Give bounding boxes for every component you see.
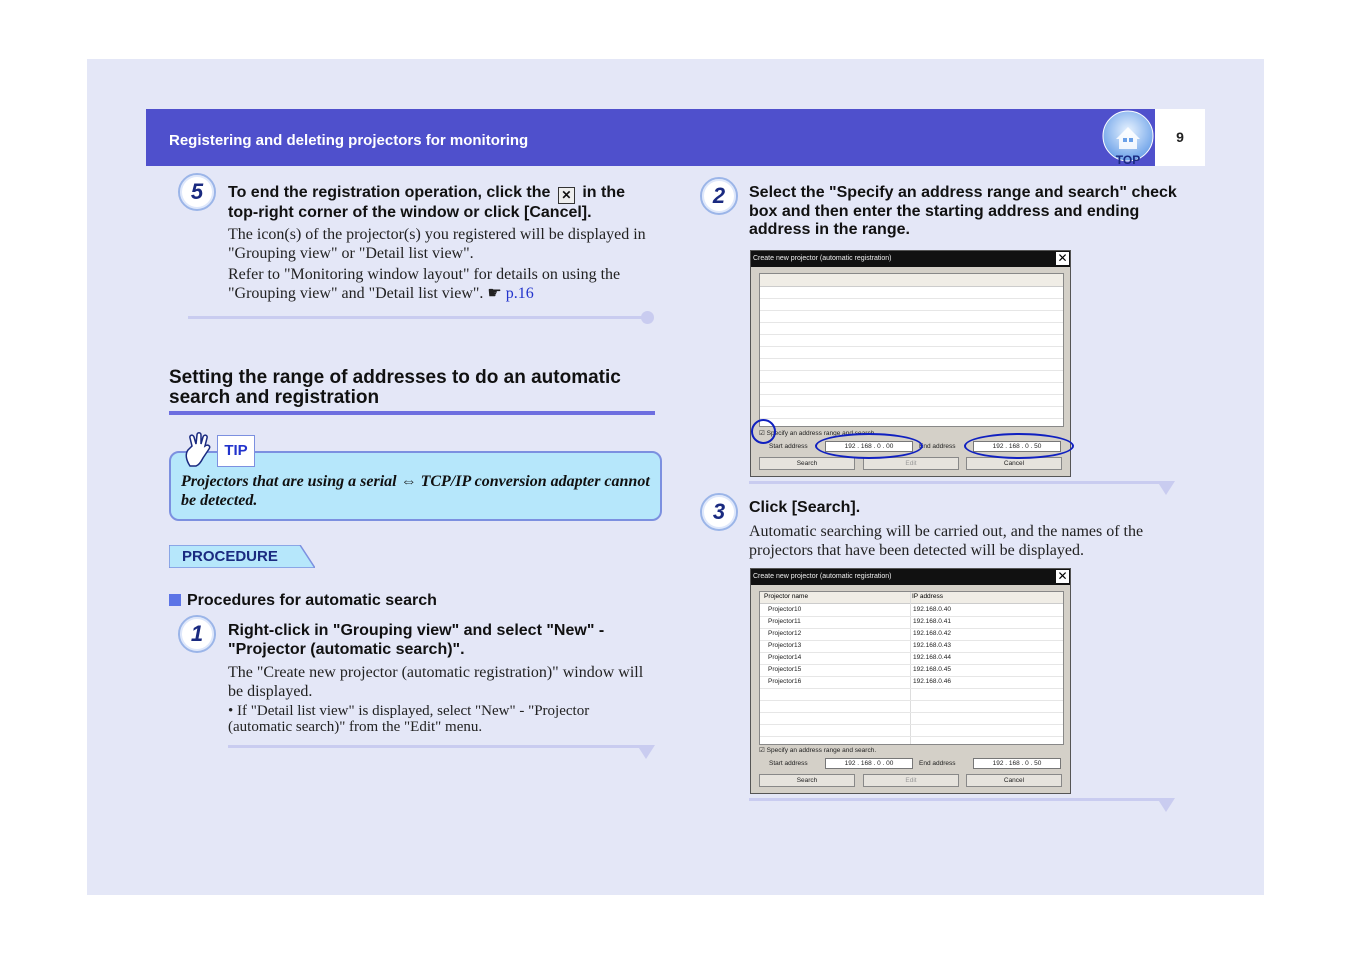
square-bullet-icon	[169, 594, 181, 606]
row-ip-address: 192.168.0.45	[913, 666, 951, 673]
end-address-label: End address	[919, 443, 956, 450]
address-range-checkbox[interactable]: ☑ Specify an address range and search.	[759, 430, 877, 437]
close-icon: ✕	[558, 187, 575, 204]
step-5-paragraph-1: The icon(s) of the projector(s) you registered will be displayed in "Grouping view" or "Detail list view".	[228, 226, 646, 262]
step-5-divider	[188, 316, 648, 319]
list-row	[760, 322, 1063, 335]
list-row	[760, 724, 1063, 737]
list-row	[760, 358, 1063, 371]
list-row	[760, 310, 1063, 323]
table-row[interactable]	[760, 640, 1063, 653]
tip-text: Projectors that are using a serial ⇔ TCP/IP conversion adapter cannot be detected.	[181, 473, 650, 509]
start-address-label: Start address	[769, 760, 808, 767]
start-address-field[interactable]: 192 . 168 . 0 . 00	[825, 758, 913, 769]
tip-label: TIP	[217, 435, 255, 467]
projector-list[interactable]	[759, 273, 1064, 427]
table-row[interactable]	[760, 604, 1063, 617]
address-range-checkbox-label: Specify an address range and search.	[766, 747, 877, 754]
column-header-name[interactable]: Projector name	[764, 593, 809, 600]
list-row	[760, 394, 1063, 407]
step-1-paragraph: The "Create new projector (automatic registration)" window will be displayed.	[228, 664, 644, 700]
step-1-bullet: • If "Detail list view" is displayed, select "New" - "Projector (automatic search)" from the "Edit" menu.	[228, 703, 590, 735]
step-5-title	[228, 184, 658, 223]
end-address-field[interactable]: 192 . 168 . 0 . 50	[973, 441, 1061, 452]
table-row[interactable]	[760, 652, 1063, 665]
dialog-create-projector-step3	[750, 568, 1071, 794]
step-3-badge: 3	[700, 493, 738, 531]
table-row[interactable]	[760, 628, 1063, 641]
edit-button[interactable]: Edit	[863, 774, 959, 787]
step-1-title: Right-click in "Grouping view" and select "New" - "Projector (automatic search)".	[228, 622, 605, 658]
divider-end-arrow	[637, 745, 655, 759]
row-projector-name: Projector11	[768, 618, 801, 625]
row-ip-address: 192.168.0.46	[913, 678, 951, 685]
search-button[interactable]: Search	[759, 457, 855, 470]
pointing-hand-icon: ☛	[487, 284, 502, 302]
row-projector-name: Projector12	[768, 630, 802, 637]
address-range-checkbox-label: Specify an address range and search.	[766, 430, 877, 437]
checkbox-highlight-circle	[751, 419, 776, 444]
page-number: 9	[1176, 129, 1184, 145]
step-3-divider	[749, 798, 1167, 801]
projector-list[interactable]	[759, 591, 1064, 745]
row-projector-name: Projector16	[768, 678, 802, 685]
step-2-title: Select the "Specify an address range and search" check box and then enter the starting address and ending address in the range.	[749, 184, 1177, 238]
row-ip-address: 192.168.0.40	[913, 606, 951, 613]
step-5-badge: 5	[178, 173, 216, 211]
step-5-title-part1: To end the registration operation, click the	[228, 184, 551, 201]
end-address-label: End address	[919, 760, 956, 767]
row-ip-address: 192.168.0.41	[913, 618, 951, 625]
procedure-label: PROCEDURE	[182, 548, 278, 565]
list-row	[760, 346, 1063, 359]
page-number-box	[1155, 109, 1205, 166]
start-address-highlight-ellipse	[815, 433, 923, 459]
step-1-badge: 1	[178, 615, 216, 653]
divider-end-dot	[641, 311, 654, 324]
cancel-button[interactable]: Cancel	[966, 457, 1062, 470]
list-row	[760, 712, 1063, 725]
step-5-title-part2: in the top-right corner of the window or click [Cancel].	[228, 184, 625, 221]
top-home-icon[interactable]	[1102, 109, 1154, 166]
top-icon-label: TOP	[1115, 153, 1141, 166]
cancel-button[interactable]: Cancel	[966, 774, 1062, 787]
table-row[interactable]	[760, 664, 1063, 677]
dialog-title: Create new projector (automatic registration)	[751, 251, 1070, 267]
list-row	[760, 298, 1063, 311]
divider-end-arrow	[1157, 481, 1175, 495]
procedure-tab	[169, 545, 315, 568]
dialog-title: Create new projector (automatic registration)	[751, 569, 1070, 585]
row-projector-name: Projector15	[768, 666, 802, 673]
row-ip-address: 192.168.0.43	[913, 642, 951, 649]
close-icon[interactable]: ✕	[1057, 251, 1068, 265]
close-icon[interactable]: ✕	[1057, 569, 1068, 583]
step-1-divider	[228, 745, 646, 748]
procedure-subheading-text: Procedures for automatic search	[187, 592, 437, 609]
address-range-checkbox[interactable]: ☑ Specify an address range and search.	[759, 747, 877, 754]
list-row	[760, 334, 1063, 347]
list-header	[760, 592, 1063, 604]
step-3-paragraph: Automatic searching will be carried out, and the names of the projectors that have been detected will be displayed.	[749, 523, 1144, 559]
page-header	[146, 109, 1155, 166]
list-row	[760, 382, 1063, 395]
section-heading: Setting the range of addresses to do an automatic search and registration	[169, 367, 621, 408]
table-row[interactable]	[760, 676, 1063, 689]
header-title: Registering and deleting projectors for monitoring	[169, 132, 529, 149]
table-row[interactable]	[760, 616, 1063, 629]
step-2-divider	[749, 481, 1167, 484]
divider-end-arrow	[1157, 798, 1175, 812]
start-address-label: Start address	[769, 443, 808, 450]
row-projector-name: Projector10	[768, 606, 802, 613]
row-ip-address: 192.168.0.44	[913, 654, 951, 661]
list-row	[760, 406, 1063, 419]
step-5-reference-text: Refer to "Monitoring window layout" for details on using the "Grouping view" and "Detail list view".	[228, 266, 621, 302]
list-row	[760, 370, 1063, 383]
list-row	[760, 700, 1063, 713]
step-3-title: Click [Search].	[749, 499, 861, 516]
step-2-badge: 2	[700, 177, 738, 215]
row-projector-name: Projector13	[768, 642, 802, 649]
page-16-link[interactable]: p.16	[505, 284, 534, 302]
procedure-subheading	[169, 592, 437, 610]
list-row	[760, 688, 1063, 701]
start-address-field[interactable]: 192 . 168 . 0 . 00	[825, 441, 913, 452]
edit-button[interactable]: Edit	[863, 457, 959, 470]
row-ip-address: 192.168.0.42	[913, 630, 951, 637]
end-address-highlight-ellipse	[964, 433, 1074, 459]
row-projector-name: Projector14	[768, 654, 802, 661]
tip-hand-icon	[182, 432, 214, 468]
search-button[interactable]: Search	[759, 774, 855, 787]
step-5-paragraph-2	[228, 266, 658, 303]
end-address-field[interactable]: 192 . 168 . 0 . 50	[973, 758, 1061, 769]
column-header-ip[interactable]: IP address	[912, 593, 943, 600]
list-row	[760, 286, 1063, 299]
section-heading-rule	[169, 411, 655, 415]
